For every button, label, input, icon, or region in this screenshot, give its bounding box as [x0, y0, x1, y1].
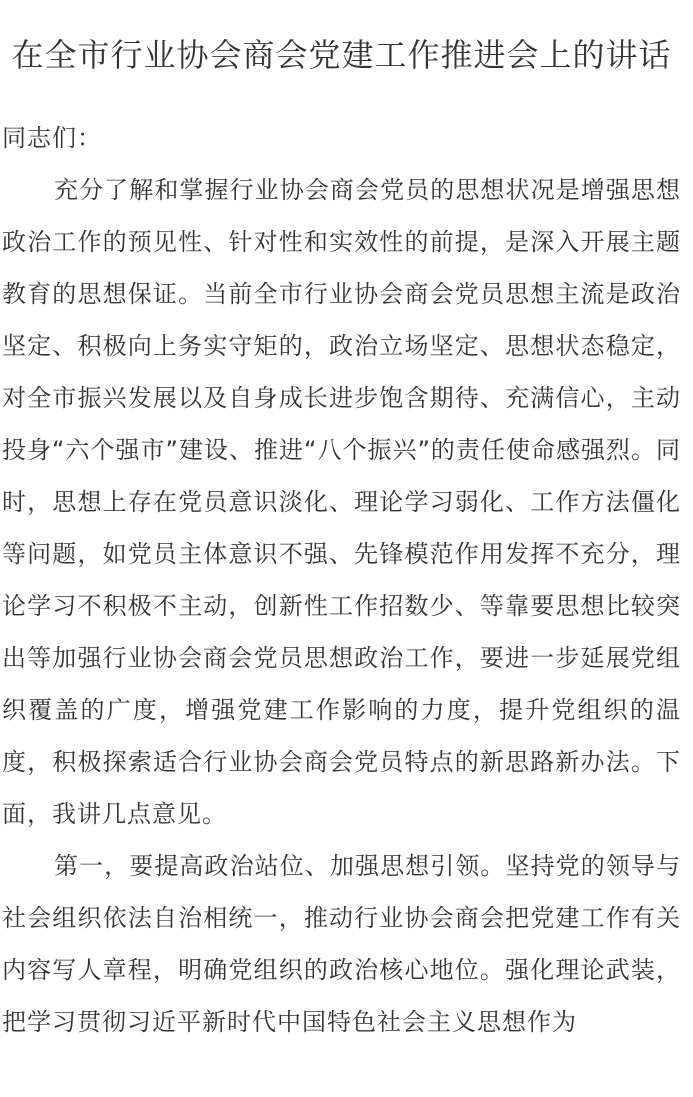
greeting: 同志们：	[2, 124, 102, 152]
document-title: 在全市行业协会商会党建工作推进会上的讲话	[11, 36, 672, 74]
paragraph-2: 第一，要提高政治站位、加强思想引领。坚持党的领导与社会组织依法自治相统一，推动行业协会商会把党建工作有关内容写人章程，明确党组织的政治核心地位。强化理论武装，把学习贯彻习近平新时代中国特色社会主义思想作为	[2, 852, 681, 1036]
paragraph-1: 充分了解和掌握行业协会商会党员的思想状况是增强思想政治工作的预见性、针对性和实效性的前提，是深入开展主题教育的思想保证。当前全市行业协会商会党员思想主流是政治坚定、积极向上务实守矩的，政治立场坚定、思想状态稳定，对全市振兴发展以及自身成长进步饱含期待、充满信心，主动投身“六个强市”建设、推进“八个振兴”的责任使命感强烈。同时，思想上存在党员意识淡化、理论学习弱化、工作方法僵化等问题，如党员主体意识不强、先锋模范作用发挥不充分，理论学习不积极不主动，创新性工作招数少、等靠要思想比较突出等加强行业协会商会党员思想政治工作，要进一步延展党组织覆盖的广度，增强党建工作影响的力度，提升党组织的温度，积极探索适合行业协会商会党员特点的新思路新办法。下面，我讲几点意见。	[2, 176, 681, 828]
